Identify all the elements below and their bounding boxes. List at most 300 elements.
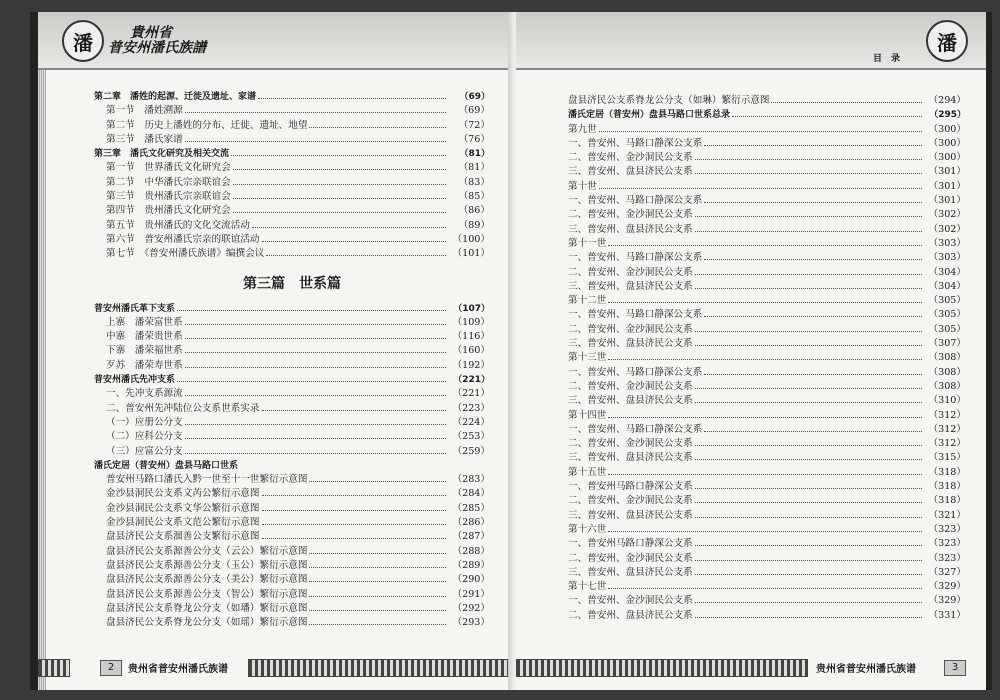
dot-leader [608, 302, 922, 303]
toc-entry [568, 423, 966, 437]
dot-leader [185, 112, 446, 113]
toc-entry-page: （301） [928, 195, 966, 207]
toc-entry [94, 104, 490, 118]
toc-entry-page: （224） [452, 416, 490, 428]
toc-entry-page: （310） [928, 395, 966, 407]
toc-entry-page: （116） [452, 331, 490, 343]
page-edges [38, 12, 46, 690]
toc-entry-label: 二、普安州、金沙洞民公支系 [568, 266, 693, 278]
toc-entry [94, 247, 490, 261]
toc-entry [568, 280, 966, 294]
toc-entry [94, 445, 490, 459]
footer-band [248, 659, 514, 677]
dot-leader [599, 188, 922, 189]
toc-entry-page: （294） [928, 95, 966, 106]
toc-block-2 [94, 302, 490, 631]
dot-leader [177, 381, 446, 382]
toc-entry-page: （160） [452, 345, 490, 357]
toc-entry-label: 三、普安州、盘县济民公支系 [568, 509, 693, 521]
seal-logo: 潘 [62, 20, 104, 62]
toc-entry-label: 一、普安州、马路口静深公支系 [568, 309, 703, 321]
toc-entry-page: （312） [928, 423, 966, 435]
dot-leader [309, 567, 446, 568]
toc-entry-label: 第十四世 [568, 409, 607, 421]
toc-entry [568, 194, 966, 208]
toc-entry-label: 二、普安州、盘县济民公支系 [568, 609, 693, 621]
toc-entry-page: （85） [458, 191, 490, 203]
toc-entry-label: 潘氏定居（普安州）盘县马路口世系总录 [568, 110, 731, 121]
dot-leader [695, 560, 922, 561]
toc-entry-page: （308） [928, 352, 966, 364]
toc-entry-label: 三、普安州、盘县济民公支系 [568, 166, 693, 178]
toc-entry [94, 545, 490, 559]
toc-entry [94, 316, 490, 330]
toc-entry [94, 219, 490, 233]
dot-leader [771, 102, 922, 103]
toc-entry-page: （305） [928, 309, 966, 321]
right-header [516, 12, 986, 70]
toc-entry-label: （三）应富公分支 [106, 445, 183, 457]
toc-entry-label: 三、普安州、盘县济民公支系 [568, 338, 693, 350]
dot-leader [262, 241, 447, 242]
toc-entry [94, 530, 490, 544]
dot-leader [695, 159, 922, 160]
dot-leader [704, 202, 922, 203]
toc-entry-label: 普安州马路口潘氏入黔一世至十一世繁衍示意图 [106, 474, 308, 486]
toc-entry-label: 第九世 [568, 123, 597, 135]
toc-entry-label: 第十五世 [568, 466, 607, 478]
dot-leader [309, 481, 446, 482]
dot-leader [704, 259, 922, 260]
toc-entry-label: 第六节 普安州潘氏宗亲的联谊活动 [106, 233, 260, 245]
dot-leader [185, 395, 446, 396]
toc-entry-page: （300） [928, 137, 966, 149]
dot-leader [695, 574, 922, 575]
book-title [108, 26, 206, 56]
toc-entry-page: （323） [928, 538, 966, 550]
toc-entry-label: 二、普安州、金沙洞民公支系 [568, 552, 693, 564]
toc-entry [568, 494, 966, 508]
toc-entry-label: 二、普安州、金沙洞民公支系 [568, 323, 693, 335]
dot-leader [695, 502, 922, 503]
toc-entry-page: （302） [928, 223, 966, 235]
toc-entry [568, 151, 966, 165]
toc-entry [568, 394, 966, 408]
dot-leader [704, 316, 922, 317]
toc-entry [568, 137, 966, 151]
toc-entry-page: （221） [453, 375, 490, 386]
toc-entry-page: （72） [458, 119, 490, 131]
toc-entry-page: （107） [453, 303, 490, 314]
toc-entry [568, 208, 966, 222]
dot-leader [608, 474, 922, 475]
toc-entry [94, 602, 490, 616]
footer-band [516, 659, 808, 677]
dot-leader [695, 545, 922, 546]
toc-entry-label: 一、普安州、马路口静深公支系 [568, 252, 703, 264]
toc-entry [568, 580, 966, 594]
dot-leader [266, 255, 446, 256]
right-page [516, 12, 986, 690]
toc-entry [94, 416, 490, 430]
dot-leader [262, 410, 447, 411]
toc-entry-label: 二、普安州先冲陆位公支系世系实录 [106, 402, 260, 414]
toc-entry [94, 473, 490, 487]
toc-entry-label: 盘县济民公支系源善公分支（智公）繁衍示意图 [106, 588, 308, 600]
toc-entry-page: （81） [458, 162, 490, 174]
toc-entry-page: （295） [929, 110, 966, 121]
dot-leader [309, 624, 446, 625]
dot-leader [608, 588, 922, 589]
dot-leader [258, 98, 446, 99]
dot-leader [608, 531, 922, 532]
toc-entry [94, 161, 490, 175]
toc-block-1 [94, 90, 490, 262]
dot-leader [732, 116, 922, 117]
toc-entry-page: （221） [452, 388, 490, 400]
toc-entry-label: 金沙县洞民公支系文芮公繁衍示意图 [106, 488, 260, 500]
toc-entry-label: 一、普安州、金沙洞民公支系 [568, 595, 693, 607]
toc-entry [94, 147, 490, 161]
toc-entry-label: 普安州潘氏革下支系 [94, 303, 176, 314]
toc-entry-page: （253） [452, 431, 490, 443]
toc-entry-page: （290） [452, 574, 490, 586]
toc-entry-page: （289） [452, 559, 490, 571]
toc-entry [94, 430, 490, 444]
toc-entry-page: （223） [452, 402, 490, 414]
toc-entry [568, 123, 966, 137]
dot-leader [231, 155, 446, 156]
toc-entry-label: 盘县济民公支系脊龙公分支（如璠）繁衍示意图 [106, 602, 308, 614]
toc-entry [94, 233, 490, 247]
dot-leader [233, 198, 446, 199]
toc-entry-page: （308） [928, 380, 966, 392]
toc-entry-page: （318） [928, 481, 966, 493]
toc-entry-label: 盘县济民公支系溜善公支繁衍示意图 [106, 531, 260, 543]
toc-entry-label: 三、普安州、盘县济民公支系 [568, 395, 693, 407]
dot-leader [608, 245, 922, 246]
toc-entry [568, 552, 966, 566]
toc-heading: 目 录 [872, 54, 900, 64]
toc-entry-label: 第七节 《普安州潘氏族谱》编撰会议 [106, 248, 265, 260]
toc-entry-page: （288） [452, 545, 490, 557]
toc-entry [568, 566, 966, 580]
toc-entry-label: 二、普安州、金沙洞民公支系 [568, 209, 693, 221]
toc-entry [568, 594, 966, 608]
toc-entry [94, 176, 490, 190]
toc-entry-page: （321） [928, 509, 966, 521]
toc-entry-label: 上寨 潘荣富世系 [106, 316, 183, 328]
toc-entry-page: （304） [928, 280, 966, 292]
toc-entry-label: 第一节 世界潘氏文化研究会 [106, 162, 231, 174]
seal-logo: 潘 [926, 20, 968, 62]
toc-entry-page: （305） [928, 323, 966, 335]
toc-entry-page: （192） [452, 359, 490, 371]
toc-entry-label: 第三章 潘氏文化研究及相关交流 [94, 149, 230, 160]
toc-entry-page: （76） [458, 133, 490, 145]
toc-entry-page: （301） [928, 166, 966, 178]
toc-entry [94, 373, 490, 387]
dot-leader [695, 459, 922, 460]
toc-entry-label: 金沙县洞民公支系文范公繁衍示意图 [106, 517, 260, 529]
toc-entry-label: 三、普安州、盘县济民公支系 [568, 566, 693, 578]
toc-entry [94, 588, 490, 602]
toc-entry [94, 190, 490, 204]
toc-entry-label: 金沙县洞民公支系文华公繁衍示意图 [106, 502, 260, 514]
toc-entry-label: （二）应科公分支 [106, 431, 183, 443]
toc-entry [568, 266, 966, 280]
toc-block-3 [568, 94, 966, 623]
dot-leader [233, 212, 446, 213]
dot-leader [185, 453, 446, 454]
toc-entry-label: 一、先冲支系源流 [106, 388, 183, 400]
left-page [38, 12, 514, 690]
dot-leader [233, 169, 446, 170]
dot-leader [695, 216, 922, 217]
toc-entry [568, 223, 966, 237]
footer-title: 贵州省普安州潘氏族谱 [128, 664, 228, 675]
toc-entry-page: （307） [928, 338, 966, 350]
toc-entry-page: （308） [928, 366, 966, 378]
toc-entry [94, 616, 490, 630]
toc-entry-label: 二、普安州、金沙洞民公支系 [568, 152, 693, 164]
toc-entry [94, 344, 490, 358]
toc-entry-page: （323） [928, 552, 966, 564]
dot-leader [185, 438, 446, 439]
toc-entry-page: （303） [928, 237, 966, 249]
dot-leader [608, 359, 922, 360]
toc-entry-label: 第一节 潘姓溯源 [106, 105, 183, 117]
right-toc [568, 94, 966, 623]
toc-entry-label: 下寨 潘荣福世系 [106, 345, 183, 357]
toc-entry-label: 第二章 潘姓的起源、迁徙及遗址、家谱 [94, 92, 257, 102]
toc-entry-label: 第十六世 [568, 523, 607, 535]
toc-entry-label: 三、普安州、盘县济民公支系 [568, 223, 693, 235]
footer-title: 贵州省普安州潘氏族谱 [816, 664, 916, 675]
dot-leader [309, 127, 446, 128]
dot-leader [695, 345, 922, 346]
toc-entry-page: （303） [928, 252, 966, 264]
toc-entry-page: （315） [928, 452, 966, 464]
page-number: 3 [944, 660, 966, 676]
toc-entry [94, 459, 490, 473]
toc-entry-page: （293） [452, 617, 490, 629]
toc-entry-label: 第十一世 [568, 237, 607, 249]
toc-entry [94, 573, 490, 587]
dot-leader [704, 431, 922, 432]
toc-entry [94, 387, 490, 401]
toc-entry-label: 第二节 历史上潘姓的分布、迁徙、遗址、地望 [106, 119, 308, 131]
dot-leader [185, 424, 446, 425]
toc-entry-page: （327） [928, 566, 966, 578]
toc-entry-page: （81） [459, 149, 490, 160]
toc-entry [94, 502, 490, 516]
toc-entry-label: 第十世 [568, 180, 597, 192]
dot-leader [695, 445, 922, 446]
toc-entry [568, 380, 966, 394]
toc-entry-page: （291） [452, 588, 490, 600]
toc-entry [568, 523, 966, 537]
toc-entry-label: 第三节 潘氏家谱 [106, 133, 183, 145]
part-title: 第三篇 世系篇 [243, 275, 341, 292]
toc-entry-page: （287） [452, 531, 490, 543]
toc-entry-page: （312） [928, 438, 966, 450]
toc-entry-page: （301） [928, 180, 966, 192]
toc-entry-page: （323） [928, 523, 966, 535]
footer-band [38, 659, 70, 677]
dot-leader [185, 352, 446, 353]
toc-entry-label: 一、普安州、马路口静深公支系 [568, 366, 703, 378]
toc-entry [568, 251, 966, 265]
toc-entry-page: （305） [928, 295, 966, 307]
toc-entry-page: （329） [928, 581, 966, 593]
dot-leader [704, 145, 922, 146]
toc-entry-page: （286） [452, 517, 490, 529]
dot-leader [262, 495, 447, 496]
toc-entry [94, 487, 490, 501]
toc-entry-page: （86） [458, 205, 490, 217]
toc-entry-page: （69） [459, 92, 490, 102]
book-title-line1: 貴州省 [130, 25, 172, 41]
toc-entry [568, 480, 966, 494]
toc-entry-page: （83） [458, 176, 490, 188]
dot-leader [695, 388, 922, 389]
dot-leader [695, 488, 922, 489]
toc-entry-page: （312） [928, 409, 966, 421]
toc-entry-page: （283） [452, 474, 490, 486]
toc-entry-label: 中寨 潘荣贵世系 [106, 331, 183, 343]
toc-entry [568, 108, 966, 122]
right-footer [516, 656, 986, 680]
toc-entry [568, 323, 966, 337]
dot-leader [185, 141, 446, 142]
dot-leader [185, 338, 446, 339]
toc-entry [568, 94, 966, 108]
toc-entry-label: 盘县济民公支系源善公分支（玉公）繁衍示意图 [106, 559, 308, 571]
toc-entry-page: （292） [452, 602, 490, 614]
toc-entry [568, 466, 966, 480]
dot-leader [695, 173, 922, 174]
toc-entry [568, 451, 966, 465]
toc-entry [568, 509, 966, 523]
toc-entry-label: 二、普安州、金沙洞民公支系 [568, 495, 693, 507]
dot-leader [262, 538, 447, 539]
toc-entry [94, 204, 490, 218]
toc-entry-label: 盘县济民公支系脊龙公分支（如瑶）繁衍示意图 [106, 617, 308, 629]
dot-leader [309, 581, 446, 582]
toc-entry [568, 537, 966, 551]
toc-entry [568, 437, 966, 451]
toc-entry [568, 337, 966, 351]
dot-leader [309, 553, 446, 554]
toc-entry [94, 402, 490, 416]
dot-leader [599, 131, 922, 132]
toc-entry-page: （259） [452, 445, 490, 457]
toc-entry-page: （69） [458, 105, 490, 117]
toc-entry-page: （331） [928, 609, 966, 621]
dot-leader [695, 288, 922, 289]
toc-entry [568, 409, 966, 423]
toc-entry-label: 二、普安州、金沙洞民公支系 [568, 438, 693, 450]
dot-leader [695, 331, 922, 332]
book-title-line2: 普安州潘氏族譜 [108, 40, 206, 56]
toc-entry-page: （100） [452, 233, 490, 245]
toc-entry-label: 歹苏 潘荣寿世系 [106, 359, 183, 371]
toc-entry-page: （300） [928, 123, 966, 135]
dot-leader [185, 367, 446, 368]
toc-entry-page: （101） [452, 248, 490, 260]
toc-entry [94, 359, 490, 373]
toc-entry-page: （89） [458, 219, 490, 231]
page-number: 2 [100, 660, 122, 676]
toc-entry-label: 第四节 贵州潘氏文化研究会 [106, 205, 231, 217]
toc-entry-page: （109） [452, 316, 490, 328]
toc-entry-page: （300） [928, 152, 966, 164]
toc-entry [94, 330, 490, 344]
toc-entry-page: （329） [928, 595, 966, 607]
dot-leader [233, 184, 446, 185]
dot-leader [695, 402, 922, 403]
toc-entry [568, 609, 966, 623]
dot-leader [695, 274, 922, 275]
toc-entry [94, 90, 490, 104]
dot-leader [695, 617, 922, 618]
toc-entry-label: 二、普安州、金沙洞民公支系 [568, 380, 693, 392]
left-header [38, 12, 514, 70]
left-toc [94, 90, 490, 630]
toc-entry-label: 第十二世 [568, 295, 607, 307]
toc-entry-label: 一、普安州、马路口静深公支系 [568, 423, 703, 435]
toc-entry-page: （302） [928, 209, 966, 221]
toc-entry-page: （284） [452, 488, 490, 500]
toc-entry-page: （285） [452, 502, 490, 514]
dot-leader [185, 324, 446, 325]
toc-entry [568, 237, 966, 251]
toc-entry-label: 第三节 贵州潘氏宗亲联谊会 [106, 191, 231, 203]
toc-entry-label: 盘县济民公支系脊龙公分支（如琳）繁衍示意图 [568, 95, 770, 106]
dot-leader [262, 524, 447, 525]
toc-entry-label: 一、普安州马路口静深公支系 [568, 538, 693, 550]
dot-leader [252, 227, 446, 228]
toc-entry-label: 盘县济民公支系源善公分支（云公）繁衍示意图 [106, 545, 308, 557]
dot-leader [695, 231, 922, 232]
dot-leader [262, 510, 447, 511]
toc-entry [94, 516, 490, 530]
dot-leader [309, 596, 446, 597]
toc-entry-label: 一、普安州、马路口静深公支系 [568, 137, 703, 149]
dot-leader [704, 374, 922, 375]
toc-entry [568, 308, 966, 322]
toc-entry-label: 普安州潘氏先冲支系 [94, 375, 176, 386]
dot-leader [608, 417, 922, 418]
toc-entry-label: 第十三世 [568, 352, 607, 364]
toc-entry-label: 盘县济民公支系源善公分支（美公）繁衍示意图 [106, 574, 308, 586]
toc-entry [94, 133, 490, 147]
toc-entry-label: 三、普安州、盘县济民公支系 [568, 280, 693, 292]
book-spread [30, 12, 992, 690]
toc-entry [568, 366, 966, 380]
dot-leader [177, 310, 446, 311]
toc-entry-label: 潘氏定居（普安州）盘县马路口世系 [94, 460, 239, 471]
toc-entry-label: 一、普安州、马路口静深公支系 [568, 195, 703, 207]
toc-entry [568, 180, 966, 194]
toc-entry [94, 302, 490, 316]
toc-entry-label: 第十七世 [568, 581, 607, 593]
dot-leader [695, 517, 922, 518]
dot-leader [695, 602, 922, 603]
toc-entry-label: 一、普安州马路口静深公支系 [568, 481, 693, 493]
dot-leader [309, 610, 446, 611]
